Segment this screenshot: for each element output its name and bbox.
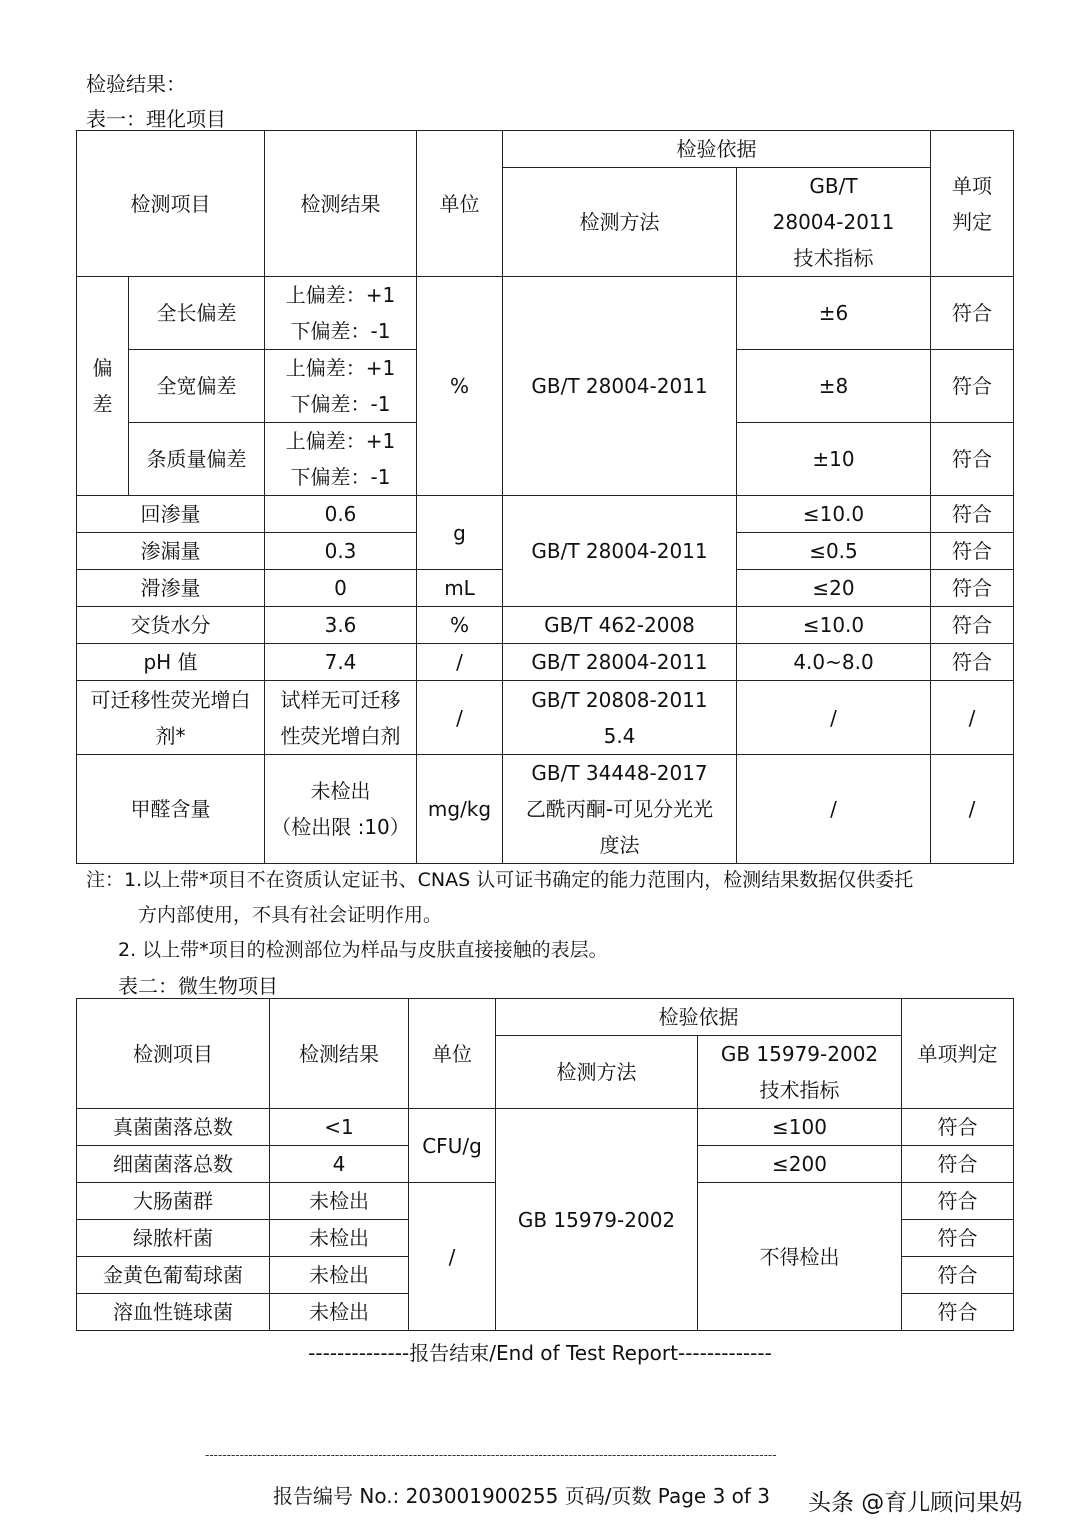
row-judge: 符合	[902, 1257, 1014, 1294]
row-index: ≤0.5	[737, 533, 931, 570]
deviation-method: GB/T 28004-2011	[503, 277, 737, 496]
row-name: 细菌菌落总数	[77, 1146, 270, 1183]
end-of-report: --------------报告结束/End of Test Report-------------	[308, 1341, 772, 1365]
row-result: 0	[265, 570, 417, 607]
row-result: 0.3	[265, 533, 417, 570]
row-name: 回渗量	[77, 496, 265, 533]
row-name: 大肠菌群	[77, 1183, 270, 1220]
row-unit: %	[417, 607, 503, 644]
row-judge: 符合	[931, 644, 1014, 681]
header-unit: 单位	[417, 131, 503, 277]
row-judge: 符合	[902, 1146, 1014, 1183]
row-judge: 符合	[931, 277, 1014, 350]
row-name: 可迁移性荧光增白 剂*	[77, 681, 265, 755]
row-judge: 符合	[902, 1183, 1014, 1220]
report-number: 报告编号 No.: 203001900255 页码/页数 Page 3 of 3	[273, 1484, 771, 1508]
row-result: 7.4	[265, 644, 417, 681]
row-result: 未检出	[270, 1183, 409, 1220]
row-judge: 符合	[902, 1220, 1014, 1257]
row-result: 上偏差：+1 下偏差：-1	[265, 277, 417, 350]
row-result: 未检出	[270, 1294, 409, 1331]
header-index: GB/T 28004-2011 技术指标	[737, 168, 931, 277]
row-name: 交货水分	[77, 607, 265, 644]
row-judge: /	[931, 681, 1014, 755]
header-basis: 检验依据	[503, 131, 931, 168]
row-result: 3.6	[265, 607, 417, 644]
deviation-unit: %	[417, 277, 503, 496]
row-unit: /	[417, 681, 503, 755]
table1-caption: 表一：理化项目	[86, 107, 226, 131]
table-row	[77, 496, 1014, 533]
watermark: 头条 @育儿顾问果妈	[808, 1490, 1023, 1516]
group-method: GB/T 28004-2011	[503, 496, 737, 607]
row-method: GB/T 20808-2011 5.4	[503, 681, 737, 755]
row-name: 渗漏量	[77, 533, 265, 570]
header-unit: 单位	[409, 999, 496, 1109]
header-basis: 检验依据	[496, 999, 902, 1036]
header-result: 检测结果	[270, 999, 409, 1109]
header-method: 检测方法	[496, 1036, 698, 1109]
header-result: 检测结果	[265, 131, 417, 277]
row-judge: 符合	[931, 496, 1014, 533]
note-2: 2. 以上带*项目的检测部位为样品与皮肤直接接触的表层。	[118, 939, 608, 961]
header-judge: 单项判定	[902, 999, 1014, 1109]
row-index: ±8	[737, 350, 931, 423]
row-judge: /	[931, 755, 1014, 864]
row-index: ≤10.0	[737, 496, 931, 533]
row-name: 绿脓杆菌	[77, 1220, 270, 1257]
result-heading: 检验结果：	[86, 72, 186, 96]
row-name: 真菌菌落总数	[77, 1109, 270, 1146]
footer-divider: ------------------------------------------------------------------------------------------------------------------------------------	[205, 1448, 777, 1462]
row-result: 未检出 （检出限 :10）	[265, 755, 417, 864]
note-1-line-1: 注：1.以上带*项目不在资质认定证书、CNAS 认可证书确定的能力范围内，检测结果数据仅供委托	[86, 869, 914, 891]
row-judge: 符合	[931, 533, 1014, 570]
table-row	[77, 277, 1014, 350]
row-unit: /	[417, 644, 503, 681]
table-row	[77, 644, 1014, 681]
row-index: ≤100	[698, 1109, 902, 1146]
row-result: 上偏差：+1 下偏差：-1	[265, 350, 417, 423]
row-index: ≤200	[698, 1146, 902, 1183]
row-name: 滑渗量	[77, 570, 265, 607]
table-row	[77, 681, 1014, 755]
row-result: 0.6	[265, 496, 417, 533]
row-judge: 符合	[902, 1294, 1014, 1331]
row-index: /	[737, 755, 931, 864]
row-name: 甲醛含量	[77, 755, 265, 864]
table2-caption: 表二：微生物项目	[118, 974, 278, 998]
table-row	[77, 1109, 1014, 1146]
row-result: 未检出	[270, 1220, 409, 1257]
row-index: 4.0~8.0	[737, 644, 931, 681]
header-item: 检测项目	[77, 999, 270, 1109]
row-judge: 符合	[931, 570, 1014, 607]
header-judge: 单项 判定	[931, 131, 1014, 277]
row-result: 4	[270, 1146, 409, 1183]
row-result: 试样无可迁移 性荧光增白剂	[265, 681, 417, 755]
row-name: 全长偏差	[129, 277, 265, 350]
header-method: 检测方法	[503, 168, 737, 277]
microbiology-table	[76, 998, 1014, 1331]
micro-method: GB 15979-2002	[496, 1109, 698, 1331]
row-result: 上偏差：+1 下偏差：-1	[265, 423, 417, 496]
note-1-line-2: 方内部使用，不具有社会证明作用。	[138, 904, 443, 926]
row-method: GB/T 28004-2011	[503, 644, 737, 681]
row-index: ≤20	[737, 570, 931, 607]
table-row	[77, 755, 1014, 864]
cfu-unit: CFU/g	[409, 1109, 496, 1183]
row-unit: mL	[417, 570, 503, 607]
header-index: GB 15979-2002 技术指标	[698, 1036, 902, 1109]
row-index: ≤10.0	[737, 607, 931, 644]
physicochemical-table	[76, 130, 1014, 864]
row-method: GB/T 34448-2017 乙酰丙酮-可见分光光 度法	[503, 755, 737, 864]
row-name: 溶血性链球菌	[77, 1294, 270, 1331]
deviation-group-label: 偏 差	[77, 277, 129, 496]
row-name: 条质量偏差	[129, 423, 265, 496]
row-name: 全宽偏差	[129, 350, 265, 423]
not-detected-index: 不得检出	[698, 1183, 902, 1331]
row-name: 金黄色葡萄球菌	[77, 1257, 270, 1294]
row-judge: 符合	[931, 423, 1014, 496]
row-index: ±10	[737, 423, 931, 496]
group-unit: g	[417, 496, 503, 570]
row-judge: 符合	[931, 350, 1014, 423]
row-method: GB/T 462-2008	[503, 607, 737, 644]
none-unit: /	[409, 1183, 496, 1331]
row-name: pH 值	[77, 644, 265, 681]
row-index: /	[737, 681, 931, 755]
header-item: 检测项目	[77, 131, 265, 277]
row-index: ±6	[737, 277, 931, 350]
row-unit: mg/kg	[417, 755, 503, 864]
row-result: <1	[270, 1109, 409, 1146]
row-judge: 符合	[931, 607, 1014, 644]
table-row	[77, 607, 1014, 644]
row-result: 未检出	[270, 1257, 409, 1294]
row-judge: 符合	[902, 1109, 1014, 1146]
